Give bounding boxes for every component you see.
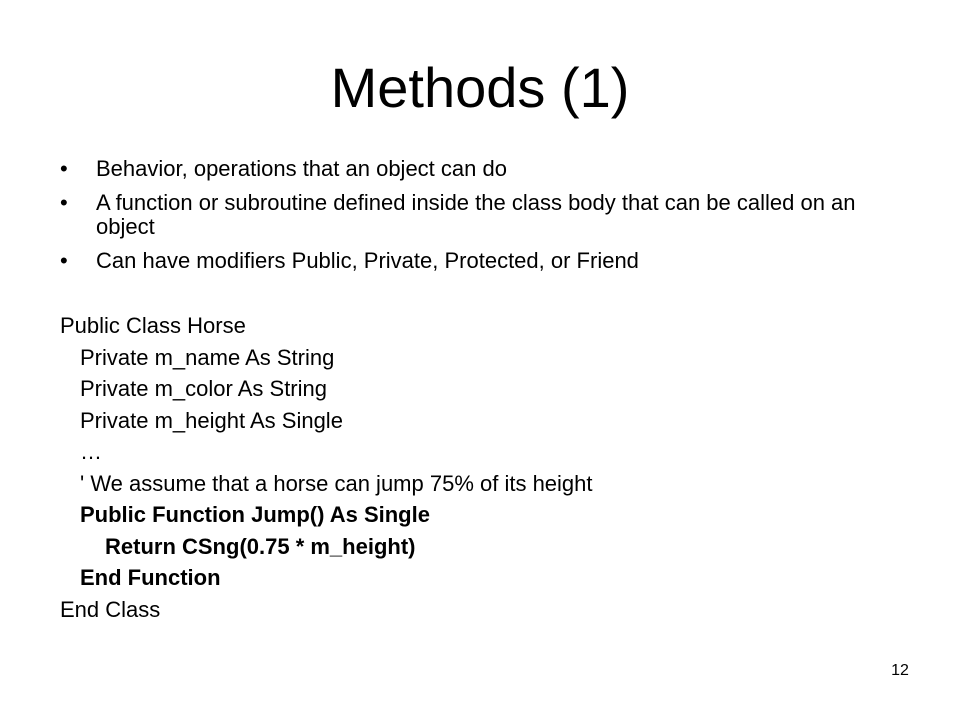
bullet-item xyxy=(60,191,900,239)
bullet-item xyxy=(60,157,900,181)
code-line-end-function: End Function xyxy=(80,565,221,590)
bullet-text: Can have modifiers Public, Private, Protected, or Friend xyxy=(96,248,639,273)
code-line-ellipsis: … xyxy=(80,439,102,464)
bullet-text: Behavior, operations that an object can do xyxy=(96,156,507,181)
bullet-icon: • xyxy=(60,156,68,181)
code-line-end-class: End Class xyxy=(60,596,161,622)
code-line-field-color: Private m_color As String xyxy=(80,376,327,401)
code-line-class-declaration: Public Class Horse xyxy=(60,313,246,338)
code-line-field-name: Private m_name As String xyxy=(80,344,335,370)
bullet-text: A function or subroutine defined inside the class body that can be called on an object xyxy=(96,190,856,239)
slide-title: Methods (1) xyxy=(330,56,630,119)
bullet-icon: • xyxy=(60,248,68,273)
code-line-function-declaration: Public Function Jump() As Single xyxy=(80,502,430,527)
bullet-list xyxy=(60,157,900,283)
code-line-comment: ' We assume that a horse can jump 75% of its height xyxy=(80,470,593,496)
bullet-item xyxy=(60,249,900,273)
code-line-field-height: Private m_height As Single xyxy=(80,407,343,433)
code-line-return-statement: Return CSng(0.75 * m_height) xyxy=(105,533,416,559)
page-number: 12 xyxy=(891,662,909,679)
bullet-icon: • xyxy=(60,190,68,215)
code-block xyxy=(60,310,900,625)
